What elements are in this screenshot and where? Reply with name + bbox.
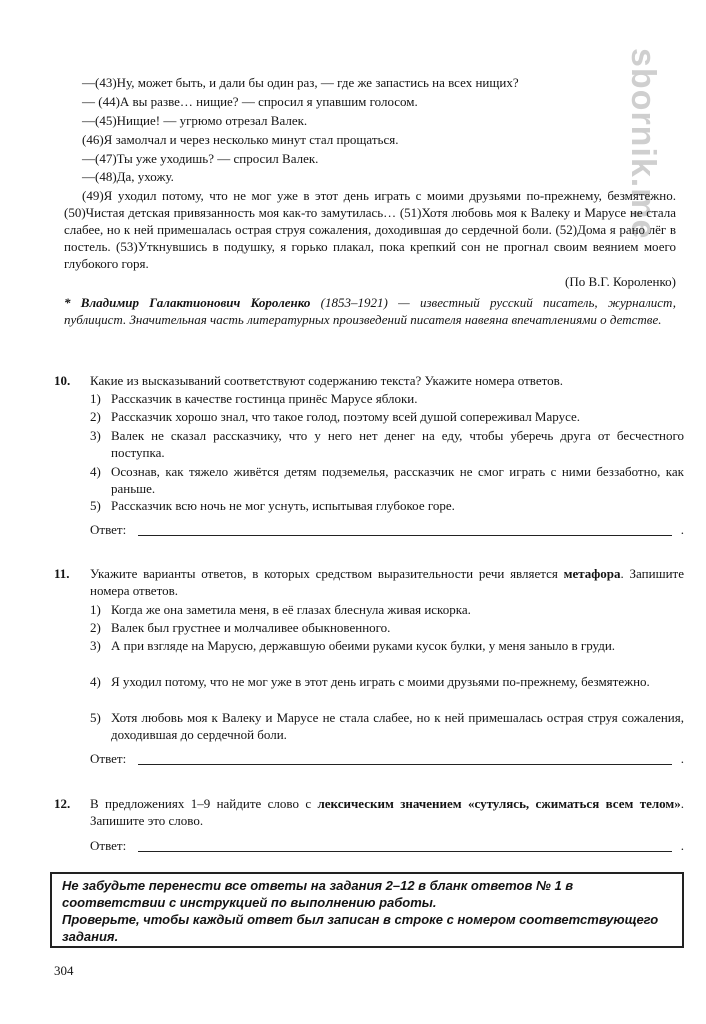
option-text: Рассказчик всю ночь не мог уснуть, испытывая глубокое горе. <box>111 498 455 513</box>
option-number: 2) <box>90 620 101 635</box>
question-12-answer-line[interactable] <box>90 837 684 855</box>
option-number: 3) <box>90 428 101 443</box>
answer-end: . <box>680 522 684 537</box>
option-text: Валек был грустнее и молчаливее обыкновенного. <box>111 620 391 635</box>
answer-label: Ответ: <box>90 838 127 853</box>
passage-line: —(43)Ну, может быть, и дали бы один раз, — где же запастись на всех нищих? <box>82 75 519 90</box>
answer-end: . <box>680 751 684 766</box>
option-number: 5) <box>90 498 101 513</box>
question-10-number: 10. <box>54 373 71 388</box>
author-note-text: (1853–1921) — известный русский писатель, журналист, публицист. Значительная часть литературных произведений писателя навеяна впечатлениями о детстве. <box>64 295 676 327</box>
option-number: 4) <box>90 674 101 689</box>
passage-line: — (44)А вы разве… нищие? — спросил я упавшим голосом. <box>82 94 418 109</box>
question-12-number: 12. <box>54 796 71 811</box>
answer-rule <box>138 764 672 765</box>
reminder-line-1: Не забудьте перенести все ответы на задания 2–12 в бланк ответов № 1 в соответствии с инструкцией по выполнению работы. <box>62 878 574 910</box>
question-10-option <box>90 390 684 407</box>
answer-rule <box>138 535 672 536</box>
question-12-text-b: . Запишите это слово. <box>90 796 685 828</box>
watermark: sbornik.me <box>624 48 662 240</box>
option-number: 2) <box>90 409 101 424</box>
question-11-option <box>90 673 684 690</box>
question-11-text <box>90 565 684 599</box>
option-text: Когда же она заметила меня, в её глазах блеснула живая искорка. <box>111 602 471 617</box>
answer-rule <box>138 851 672 852</box>
answer-label: Ответ: <box>90 751 127 766</box>
question-11-text-a: Укажите варианты ответов, в которых средством выразительности речи является <box>90 566 564 581</box>
option-number: 1) <box>90 602 101 617</box>
passage-source: (По В.Г. Короленко) <box>565 274 676 289</box>
reminder-line-2: Проверьте, чтобы каждый ответ был записан в строке с номером соответствующего задания. <box>62 912 659 944</box>
option-number: 1) <box>90 391 101 406</box>
question-11-text-b: . Запишите номера ответов. <box>90 566 684 598</box>
option-number: 3) <box>90 638 101 653</box>
question-11-number: 11. <box>54 566 70 581</box>
option-text: Я уходил потому, что не мог уже в этот день играть с моими друзьями по-прежнему, безмятежно. <box>111 674 650 689</box>
question-10-option <box>90 463 684 497</box>
question-10-option <box>90 497 684 514</box>
reminder-box <box>50 872 684 948</box>
answer-end: . <box>680 838 684 853</box>
question-10-answer-line[interactable] <box>90 521 684 539</box>
question-12-text-a: В предложениях 1–9 найдите слово с <box>90 796 318 811</box>
answer-label: Ответ: <box>90 522 127 537</box>
question-11-option <box>90 619 684 636</box>
option-text: Хотя любовь моя к Валеку и Марусе не стала слабее, но к ней примешалась острая струя сожаления, доходившая до сердечной боли. <box>111 710 684 742</box>
question-11-option <box>90 709 684 743</box>
question-10-option <box>90 408 684 425</box>
question-11-option <box>90 637 684 654</box>
page-number: 304 <box>54 963 74 978</box>
option-text: Осознав, как тяжело живётся детям подземелья, рассказчик не смог играть с ними беззаботно, как раньше. <box>111 464 684 496</box>
question-10-option <box>90 427 684 461</box>
question-11-option <box>90 601 684 618</box>
question-12-text <box>90 795 684 829</box>
option-text: А при взгляде на Марусю, державшую обеими руками кусок булки, у меня заныло в груди. <box>111 638 616 653</box>
question-11-text-bold: метафора <box>563 566 621 581</box>
question-10-text-a: Какие из высказываний соответствуют содержанию текста? Укажите номера ответов. <box>90 373 564 388</box>
question-10-text <box>90 372 684 389</box>
author-name: * Владимир Галактионович Короленко <box>64 295 311 310</box>
option-number: 5) <box>90 710 101 725</box>
option-text: Валек не сказал рассказчику, что у него нет денег на еду, чтобы уберечь друга от бесчестного поступка. <box>111 428 684 460</box>
passage-paragraph: (49)Я уходил потому, что не мог уже в этот день играть с моими друзьями по-прежнему, безмятежно. (50)Чистая детская привязанность моя как-то замутилась… (51)Хотя любовь моя к Валеку и Марусе не стала слабее, но к ней примешалась острая струя сожаления, доходившая до сердечной боли. (52)Дома я рано лёг в постель. (53)Уткнувшись в подушку, я горько плакал, пока крепкий сон не прогнал своим веянием моего глубокого горя. <box>64 188 676 271</box>
option-text: Рассказчик хорошо знал, что такое голод, поэтому всей душой сопереживал Марусе. <box>111 409 581 424</box>
passage-line: —(47)Ты уже уходишь? — спросил Валек. <box>82 151 319 166</box>
question-12-text-bold: лексическим значением «сутулясь, сжиматься всем телом» <box>317 796 681 811</box>
question-11-answer-line[interactable] <box>90 750 684 768</box>
passage-line: —(45)Нищие! — угрюмо отрезал Валек. <box>82 113 308 128</box>
author-note <box>64 294 676 328</box>
option-text: Рассказчик в качестве гостинца принёс Марусе яблоки. <box>111 391 418 406</box>
passage-line: (46)Я замолчал и через несколько минут стал прощаться. <box>82 132 399 147</box>
passage-line: —(48)Да, ухожу. <box>82 169 174 184</box>
option-number: 4) <box>90 464 101 479</box>
